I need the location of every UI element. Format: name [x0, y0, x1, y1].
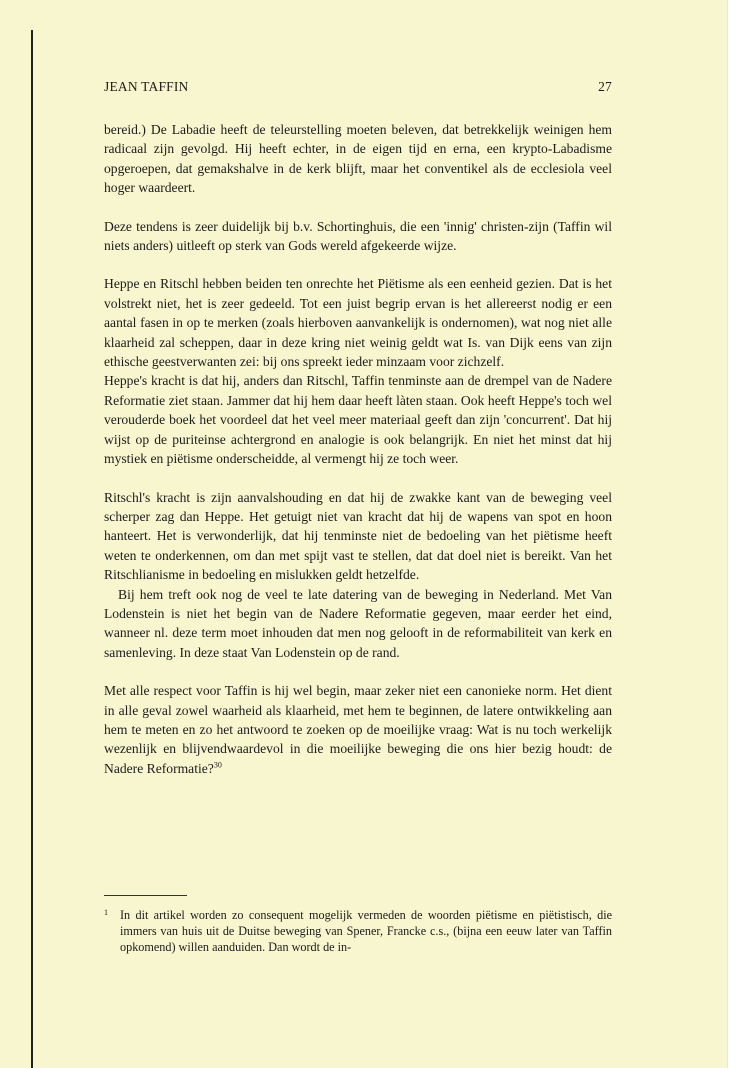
paragraph	[104, 681, 612, 778]
paragraph: Heppe en Ritschl hebben beiden ten onrechte het Piëtisme als een eenheid gezien. Dat is het volstrekt niet, het is zeer gedeeld. Tot een juist begrip ervan is het allereerst nodig er een aantal fasen in op te merken (zoals hierboven aanvankelijk is ondernomen), wat nog niet alle klaarheid zal scheppen, daar in deze kring niet weinig geldt wat Is. van Dijk eens van zijn ethische geestverwanten zei: bij ons spreekt ieder minzaam voor zichzelf.	[104, 276, 612, 370]
paragraph: Ritschl's kracht is zijn aanvalshouding en dat hij de zwakke kant van de beweging veel scherper zag dan Heppe. Het getuigt niet van kracht dat hij de wapens van spot en hoon hanteert. Het is verwonderlijk, dat hij tenminste niet de bedoeling van het piëtisme heeft weten te onderkennen, om dan met spijt vast te stellen, dat dat doel niet is bereikt. Van het Ritschlianisme in bedoeling en mislukken geldt hetzelfde.	[104, 489, 612, 583]
page-edge	[727, 0, 738, 1068]
footnote-text: In dit artikel worden zo consequent mogelijk vermeden de woorden piëtisme en piëtistisch, die immers van huis uit de Duitse beweging van Spener, Francke c.s., (bijna een eeuw later van Taffin opkomend) willen aanduiden. Dan wordt de in-	[120, 908, 612, 954]
body-text	[104, 120, 612, 778]
running-head-author: JEAN TAFFIN	[104, 79, 189, 94]
binding-gutter-line	[31, 30, 33, 1068]
footnote-separator	[104, 895, 187, 896]
footnote-mark: 1	[104, 908, 108, 917]
paragraph: Bij hem treft ook nog de veel te late datering van de beweging in Nederland. Met Van Lodenstein is niet het begin van de Nadere Reformatie gegeven, maar eerder het eind, wanneer nl. deze term moet inhouden dat men nog gelooft in de reformabiliteit van kerk en samenleving. In deze staat Van Lodenstein op de rand.	[104, 586, 612, 660]
paragraph: Heppe's kracht is dat hij, anders dan Ritschl, Taffin tenminste aan de drempel van de Nadere Reformatie ziet staan. Jammer dat hij hem daar heeft làten staan. Ook heeft Heppe's toch wel verouderde boek het voordeel dat het veel meer materiaal geeft dan zijn 'concurrent'. Dat hij wijst op de puriteinse achtergrond en analogie is ook belangrijk. En niet het minst dat hij mystiek en piëtisme onderscheidde, al vermengt hij ze toch weer.	[104, 373, 612, 467]
note-reference: 30	[213, 760, 222, 770]
paragraph: Deze tendens is zeer duidelijk bij b.v. Schortinghuis, die een 'innig' christen-zijn (Taffin wil niets anders) uitleeft op sterk van Gods wereld afgekeerde wijze.	[104, 218, 612, 254]
paragraph-text: Met alle respect voor Taffin is hij wel begin, maar zeker niet een canonieke norm. Het dient in alle geval zowel waarheid als klaarheid, met hem te beginnen, de latere ontwikkeling aan hem te meten en zo het antwoord te zoeken op de moeilijke vraag: Wat is nu toch werkelijk wezenlijk en blijvendwaardevol in die moeilijke beweging die ons hier bezig houdt: de Nadere Reformatie?	[104, 683, 612, 776]
paragraph: bereid.) De Labadie heeft de teleurstelling moeten beleven, dat betrekkelijk weinigen hem radicaal zijn gevolgd. Hij heeft echter, in de eigen tijd en erna, een krypto-Labadisme opgeroepen, dat gemakshalve in de kerk blijft, maar het conventikel als de ecclesiola veel hoger waardeert.	[104, 122, 612, 196]
page-number: 27	[598, 79, 612, 94]
footnote	[104, 907, 612, 955]
